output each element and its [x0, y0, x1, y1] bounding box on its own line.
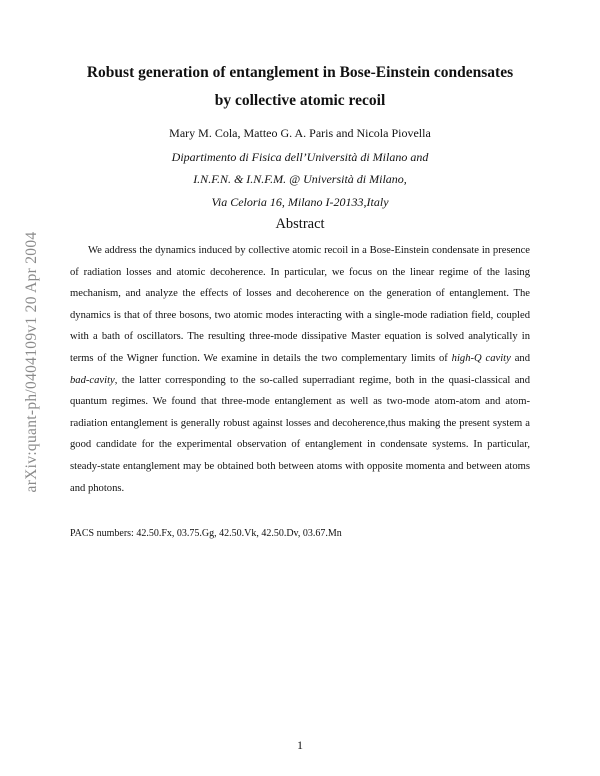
- arxiv-identifier: [19, 192, 45, 532]
- abstract-emphasis-high-q: high-Q cavity: [451, 352, 511, 364]
- affiliation-line-2: I.N.F.N. & I.N.F.M. @ Università di Milano,: [193, 172, 407, 186]
- abstract-body: [70, 240, 530, 499]
- affiliation-line-3: Via Celoria 16, Milano I-20133,Italy: [211, 195, 389, 209]
- abstract-text-2: and: [510, 352, 530, 364]
- paper-title-line-2: by collective atomic recoil: [214, 92, 386, 109]
- pacs-numbers: PACS numbers: 42.50.Fx, 03.75.Gg, 42.50.Vk, 42.50.Dv, 03.67.Mn: [70, 528, 342, 539]
- page-number: 1: [297, 738, 303, 752]
- abstract-text-1: We address the dynamics induced by collective atomic recoil in a Bose-Einstein condensate in presence of radiation losses and atomic decoherence. In particular, we focus on the linear regime of the lasing mechanism, and analyze the effects of losses and decoherence on the generation of entanglement. The dynamics is that of three bosons, two atomic modes interacting with a single-mode radiation field, coupled with a bath of oscillators. The resulting three-mode dissipative Master equation is solved analytically in terms of the Wigner function. We examine in details the two complementary limits of: [70, 245, 530, 364]
- paper-title-line-1: Robust generation of entanglement in Bose-Einstein condensates: [86, 64, 514, 81]
- abstract-heading: Abstract: [275, 216, 325, 232]
- abstract-text-3: , the latter corresponding to the so-called superradiant regime, both in the quasi-classical and quantum regimes. We found that three-mode entanglement as well as two-mode atom-atom and atom-radiation entanglement is generally robust against losses and decoherence,thus making the present system a good candidate for the experimental observation of entanglement in condensate systems. In particular, steady-state entanglement may be obtained both between atoms with opposite momenta and between atoms and photons.: [70, 374, 530, 494]
- abstract-emphasis-bad-cavity: bad-cavity: [70, 374, 115, 386]
- authors: Mary M. Cola, Matteo G. A. Paris and Nicola Piovella: [169, 126, 431, 140]
- affiliation-line-1: Dipartimento di Fisica dell’Università di Milano and: [171, 150, 429, 164]
- arxiv-identifier-text: arXiv:quant-ph/0404109v1 20 Apr 2004: [23, 231, 40, 493]
